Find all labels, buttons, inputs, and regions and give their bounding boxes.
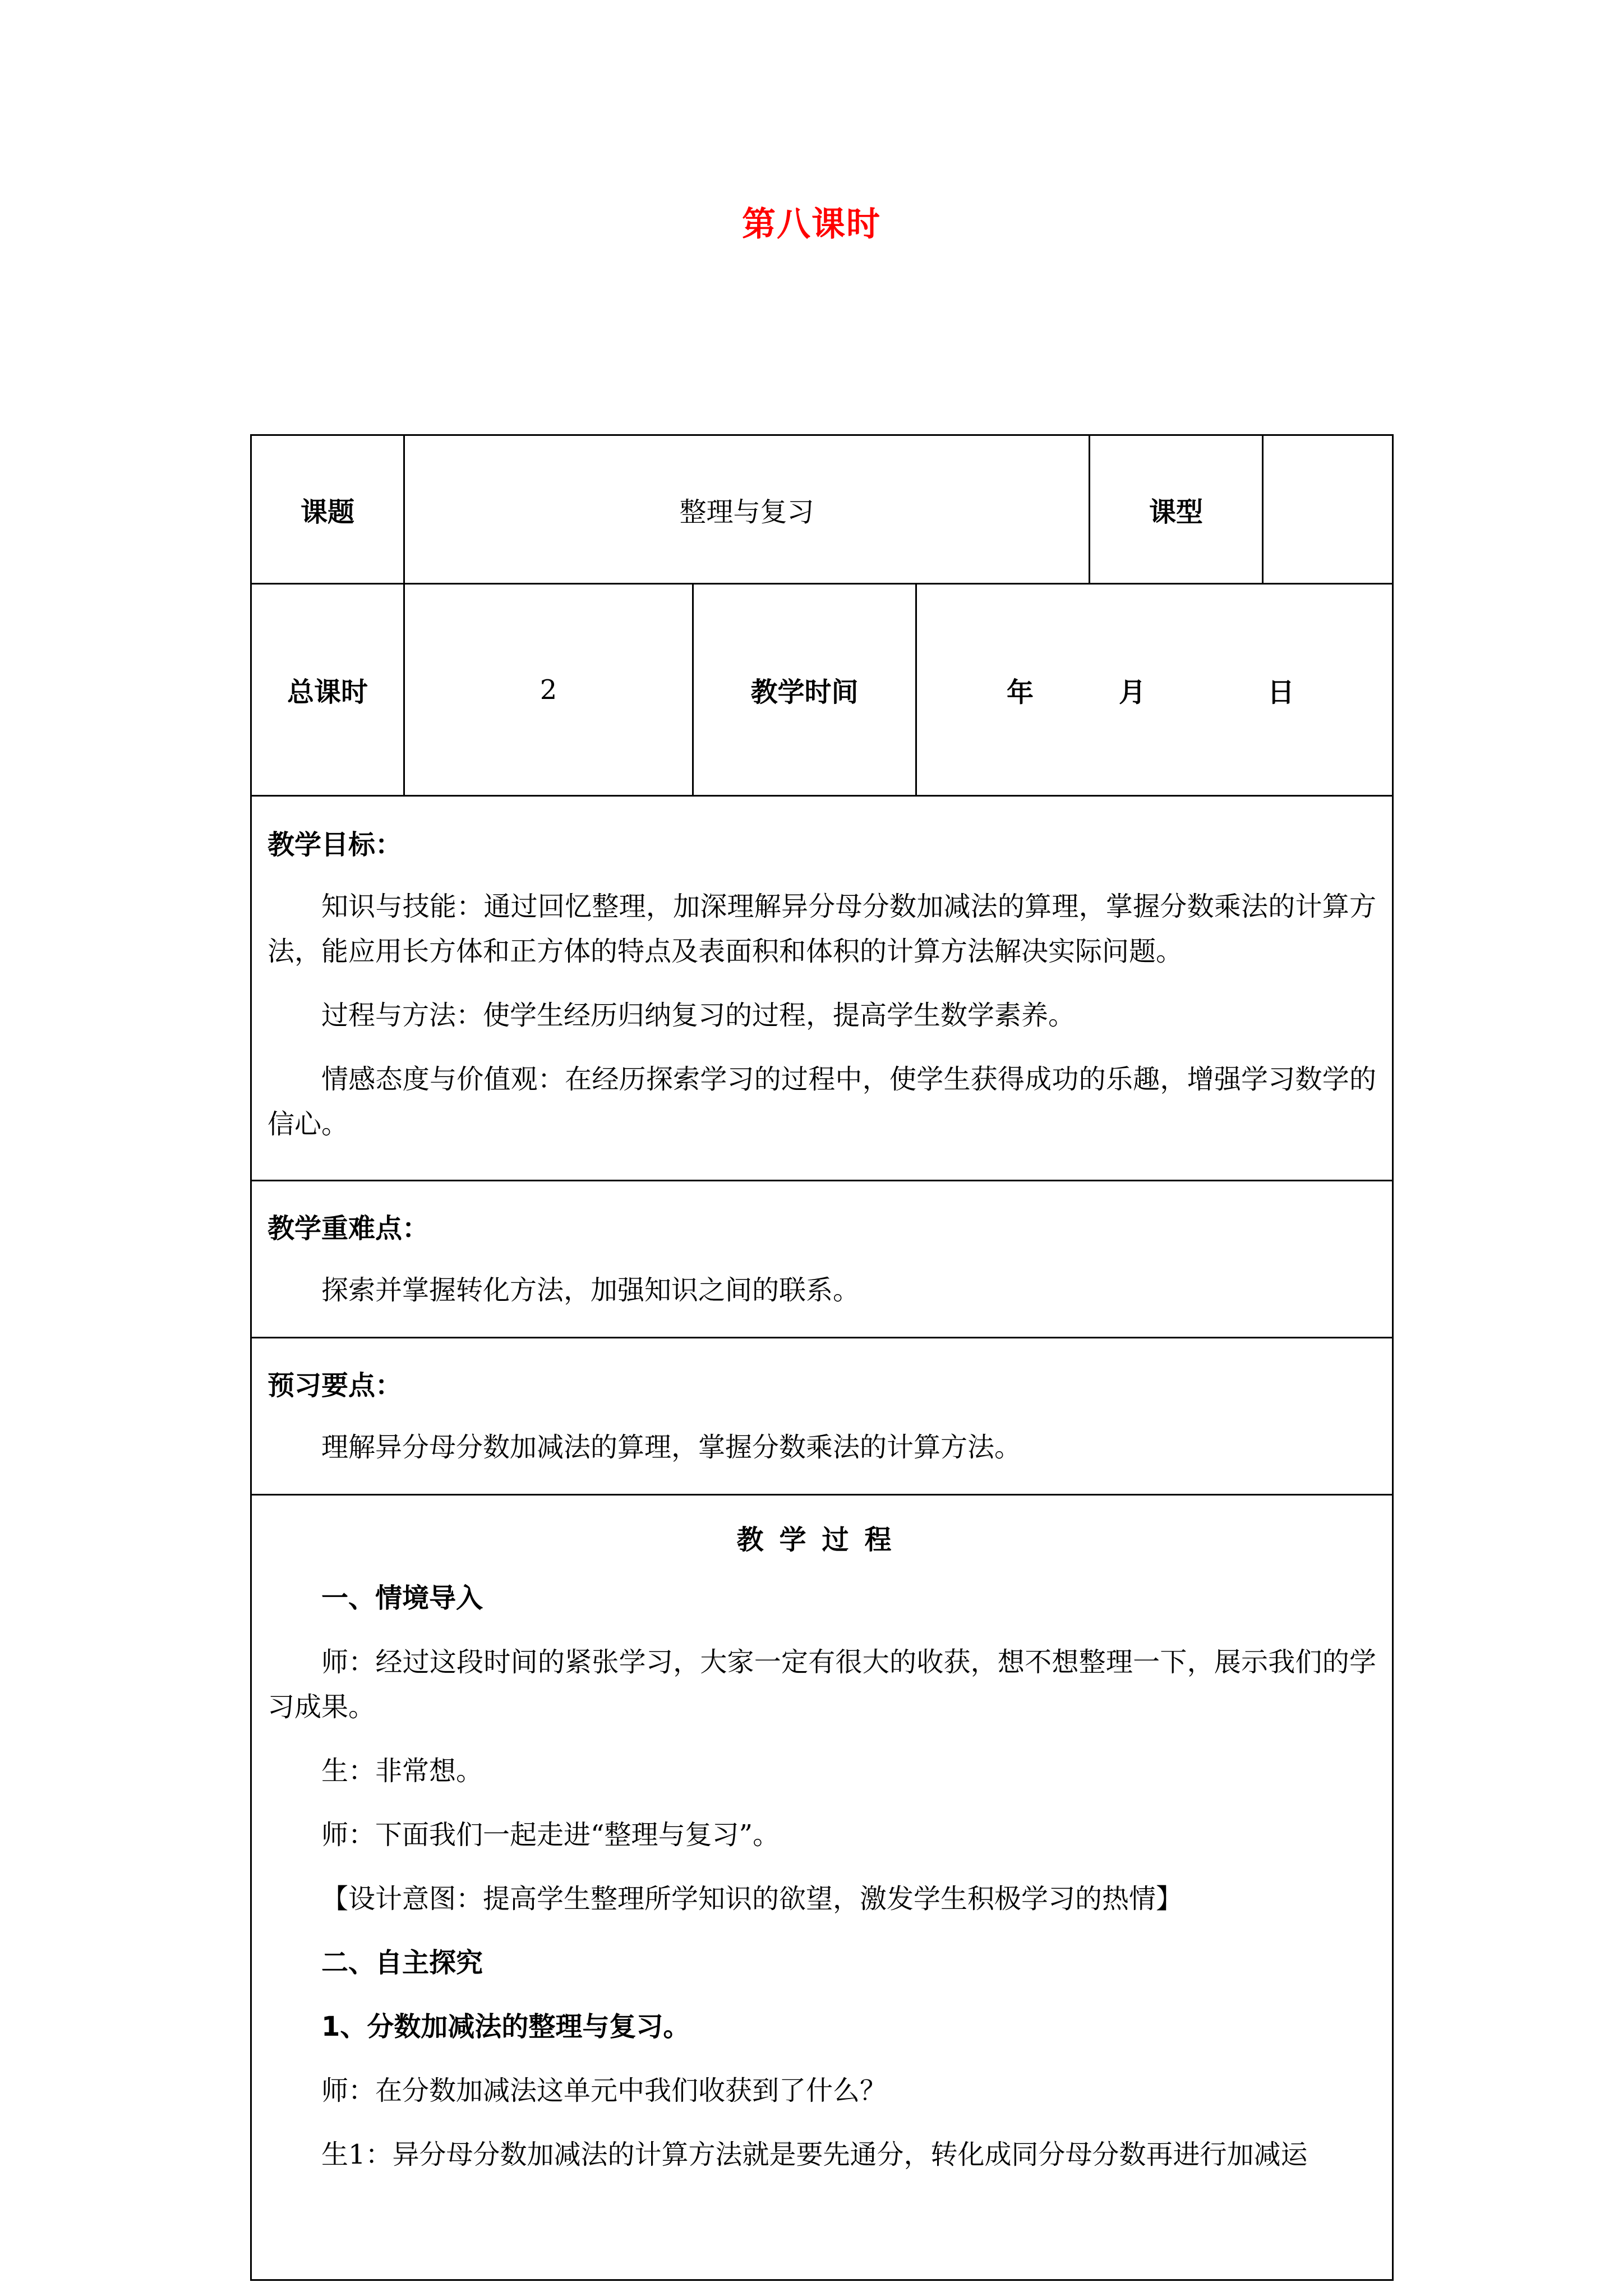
total-hours-value: 2 [404,584,693,796]
objective-process: 过程与方法：使学生经历归纳复习的过程，提高学生数学素养。 [321,1000,1076,1031]
process-section [251,1495,1393,2280]
type-label: 课型 [1090,435,1263,584]
preview-heading: 预习要点： [268,1370,403,1401]
teaching-date [916,584,1393,796]
topic-row [251,435,1393,584]
lesson-plan-table [250,434,1394,2281]
total-hours-label: 总课时 [251,584,404,796]
year-label: 年 [1007,677,1034,708]
process-teacher-line-2: 师：下面我们一起走进“整理与复习”。 [321,1819,780,1851]
objective-attitude: 情感态度与价值观：在经历探索学习的过程中，使学生获得成功的乐趣，增强学习数学的信心。 [268,1064,1377,1140]
month-label: 月 [1119,677,1146,708]
key-points-section [251,1181,1393,1338]
key-points-heading: 教学重难点： [268,1213,430,1244]
objectives-heading: 教学目标： [268,829,403,861]
schedule-row [251,584,1393,796]
type-value [1263,435,1393,584]
teaching-time-label: 教学时间 [693,584,916,796]
process-student-line-1: 生：非常想。 [321,1755,483,1787]
process-student-line-2: 生1：异分母分数加减法的计算方法就是要先通分，转化成同分母分数再进行加减运 [321,2139,1308,2170]
process-row [251,1495,1393,2280]
preview-section [251,1338,1393,1495]
process-heading: 教学过程 [736,1524,907,1556]
key-points-row [251,1181,1393,1338]
process-substep-1-heading: 1、分数加减法的整理与复习。 [321,2011,690,2042]
topic-label: 课题 [251,435,404,584]
key-point-text: 探索并掌握转化方法，加强知识之间的联系。 [321,1274,860,1306]
objectives-section [251,796,1393,1181]
day-label: 日 [1267,677,1295,708]
objectives-row [251,796,1393,1181]
process-teacher-line-3: 师：在分数加减法这单元中我们收获到了什么？ [321,2075,887,2106]
process-step-1-heading: 一、情境导入 [321,1582,483,1614]
preview-row [251,1338,1393,1495]
page-title: 第八课时 [742,205,881,244]
preview-text: 理解异分母分数加减法的算理，掌握分数乘法的计算方法。 [321,1432,1022,1463]
process-design-intent: 【设计意图：提高学生整理所学知识的欲望，激发学生积极学习的热情】 [321,1883,1183,1915]
process-step-2-heading: 二、自主探究 [321,1947,483,1978]
objective-knowledge: 知识与技能：通过回忆整理，加深理解异分母分数加减法的算理，掌握分数乘法的计算方法，能应用长方体和正方体的特点及表面积和体积的计算方法解决实际问题。 [268,891,1377,967]
process-teacher-line-1: 师：经过这段时间的紧张学习，大家一定有很大的收获，想不想整理一下，展示我们的学习成果。 [268,1646,1377,1723]
topic-value: 整理与复习 [404,435,1090,584]
